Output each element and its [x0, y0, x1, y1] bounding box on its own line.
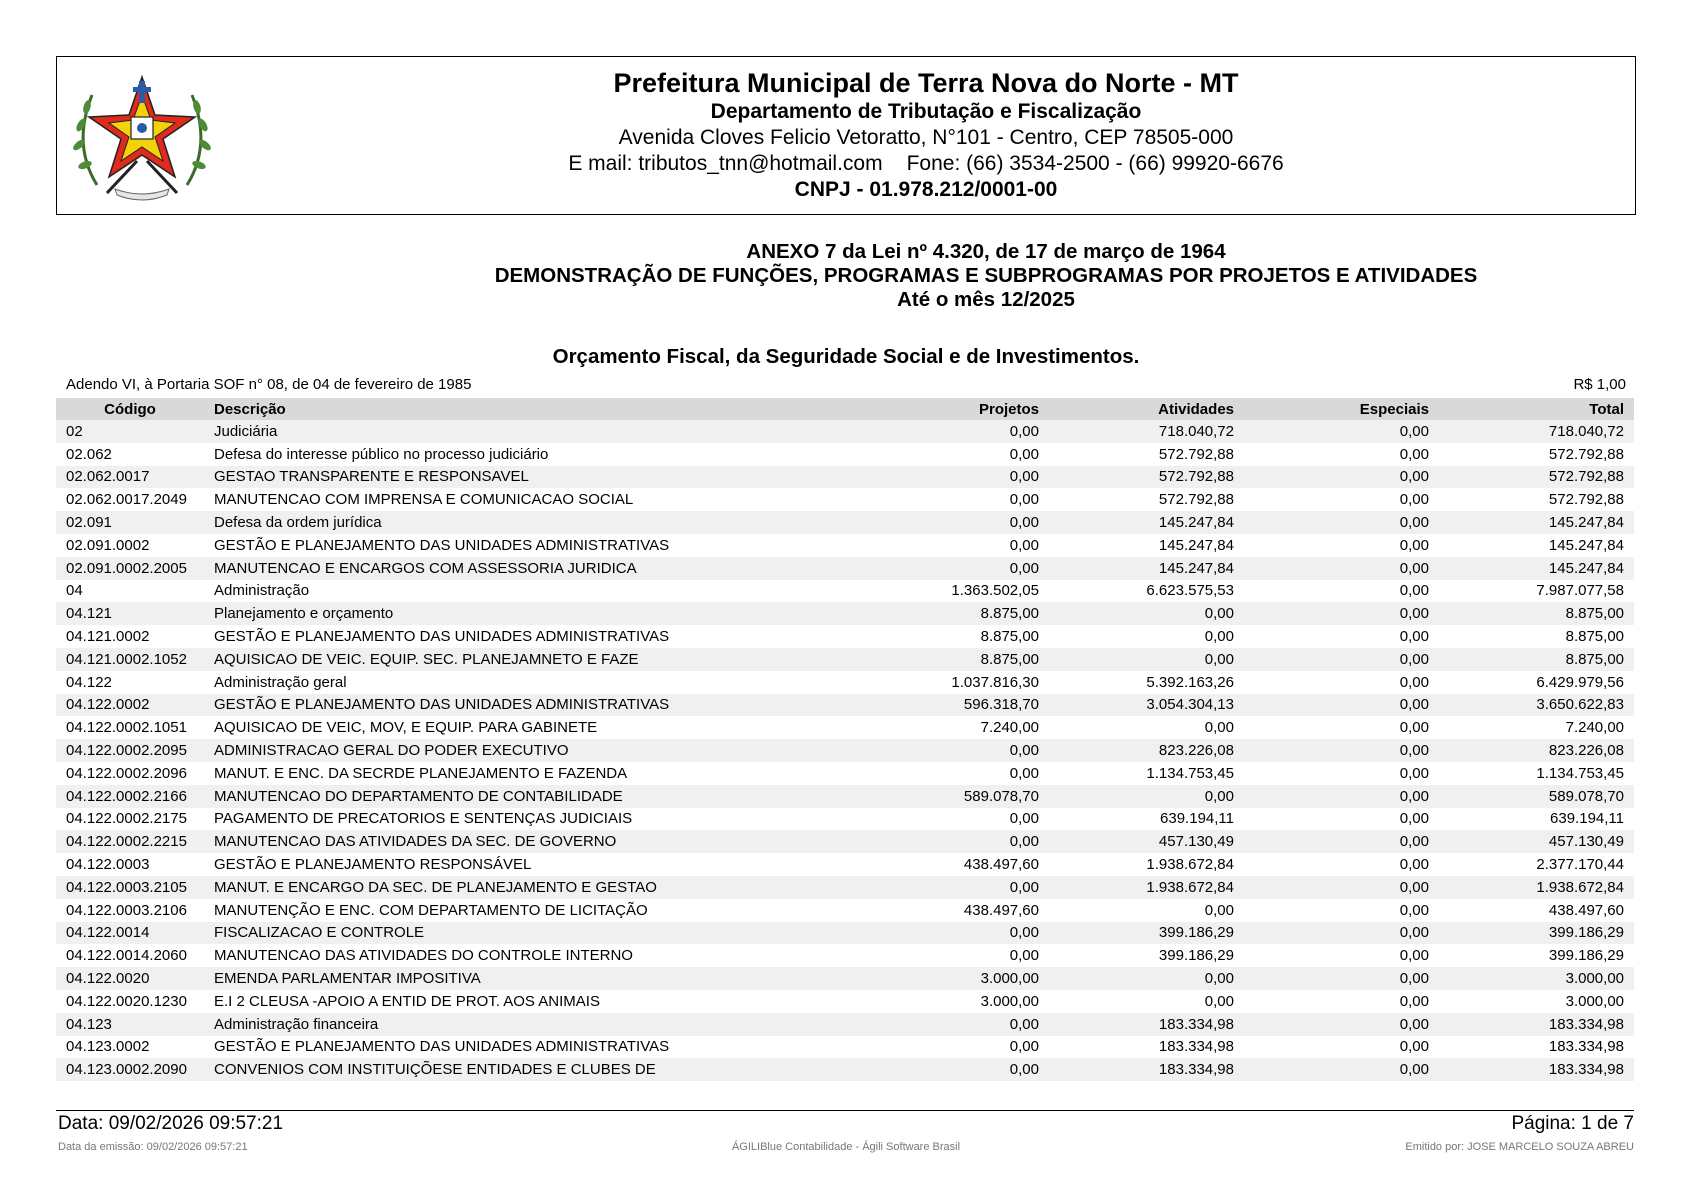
- cell-projetos: 0,00: [869, 1013, 1049, 1036]
- cell-atividades: 718.040,72: [1049, 420, 1244, 443]
- cell-total: 3.650.622,83: [1439, 694, 1634, 717]
- currency-unit: R$ 1,00: [1573, 376, 1626, 393]
- cell-descricao: GESTAO TRANSPARENTE E RESPONSAVEL: [204, 466, 869, 489]
- cell-especiais: 0,00: [1244, 739, 1439, 762]
- cell-codigo: 02.062: [66, 445, 112, 463]
- cell-projetos: 0,00: [1009, 764, 1039, 782]
- table-row: [56, 1036, 1634, 1059]
- cell-atividades: 3.054.304,13: [1049, 694, 1244, 717]
- cell-descricao: Defesa da ordem jurídica: [204, 511, 869, 534]
- footer-main: [58, 1113, 1634, 1135]
- cell-projetos: 596.318,70: [869, 694, 1049, 717]
- cell-especiais: 0,00: [1399, 764, 1429, 782]
- cell-atividades: 183.334,98: [1049, 1013, 1244, 1036]
- table-row: [56, 694, 1634, 717]
- table-row: [56, 602, 1634, 625]
- report-title-line1: ANEXO 7 da Lei nº 4.320, de 17 de março de 1964: [746, 240, 1226, 263]
- cell-codigo: 04.122.0003.2105: [56, 876, 204, 899]
- cell-atividades: 0,00: [1049, 967, 1244, 990]
- cell-total: 438.497,60: [1548, 901, 1624, 919]
- table-header-row: [56, 398, 1634, 420]
- cell-total: 399.186,29: [1439, 922, 1634, 945]
- table-row: [56, 1058, 1634, 1081]
- table-row: [56, 808, 1634, 831]
- cell-especiais: 0,00: [1244, 922, 1439, 945]
- table-row: [56, 830, 1634, 853]
- cell-codigo: 04.122: [66, 673, 112, 691]
- cell-codigo: 04.122.0002.2095: [56, 739, 204, 762]
- table-row: [56, 443, 1634, 466]
- cell-codigo: 04.122.0003.2106: [66, 901, 187, 919]
- cell-projetos: 0,00: [1009, 536, 1039, 554]
- cell-projetos: 1.037.816,30: [951, 673, 1039, 691]
- table-row: [56, 944, 1634, 967]
- cell-atividades: 399.186,29: [1049, 922, 1244, 945]
- cell-descricao: E.I 2 CLEUSA -APOIO A ENTID DE PROT. AOS ANIMAIS: [214, 992, 600, 1010]
- cell-descricao: AQUISICAO DE VEIC, MOV, E EQUIP. PARA GABINETE: [214, 719, 598, 737]
- cell-atividades: 0,00: [1049, 602, 1244, 625]
- cell-descricao: MANUTENCAO DAS ATIVIDADES DO CONTROLE INTERNO: [214, 947, 633, 965]
- cell-atividades: 183.334,98: [1049, 1058, 1244, 1081]
- cell-projetos: 0,00: [1009, 445, 1039, 463]
- cell-projetos: 0,00: [869, 557, 1049, 580]
- cell-projetos: 0,00: [869, 739, 1049, 762]
- column-header-total: Total: [1439, 398, 1634, 420]
- cell-especiais: 0,00: [1399, 947, 1429, 965]
- cell-codigo: 04.121: [56, 602, 204, 625]
- header-department: Departamento de Tributação e Fiscalização: [710, 100, 1142, 123]
- cell-atividades: 639.194,11: [1160, 810, 1234, 828]
- cell-descricao: GESTÃO E PLANEJAMENTO RESPONSÁVEL: [214, 856, 532, 874]
- cell-projetos: 0,00: [869, 466, 1049, 489]
- cell-projetos: 0,00: [869, 922, 1049, 945]
- cell-especiais: 0,00: [1399, 673, 1429, 691]
- cell-total: 183.334,98: [1548, 1038, 1624, 1056]
- cell-atividades: 0,00: [1204, 719, 1234, 737]
- table-row: [56, 716, 1634, 739]
- cell-descricao: MANUTENÇÃO E ENC. COM DEPARTAMENTO DE LICITAÇÃO: [214, 901, 648, 919]
- cell-codigo: 04.122.0014.2060: [66, 947, 187, 965]
- cell-especiais: 0,00: [1244, 967, 1439, 990]
- report-title-line3: Até o mês 12/2025: [897, 288, 1075, 311]
- table-row: [56, 488, 1634, 511]
- cell-codigo: 04.122.0003: [66, 856, 150, 874]
- cell-codigo: 04.122.0002.2166: [56, 785, 204, 808]
- cell-total: 572.792,88: [1548, 445, 1624, 463]
- cell-codigo: 02.091.0002.2005: [56, 557, 204, 580]
- cell-atividades: 5.392.163,26: [1146, 673, 1234, 691]
- table-row: [56, 785, 1634, 808]
- cell-descricao: Defesa do interesse público no processo judiciário: [214, 445, 549, 463]
- cell-descricao: MANUTENCAO DAS ATIVIDADES DA SEC. DE GOVERNO: [204, 830, 869, 853]
- table-row: [56, 466, 1634, 489]
- cell-total: 572.792,88: [1548, 491, 1624, 509]
- cell-descricao: MANUTENCAO E ENCARGOS COM ASSESSORIA JURIDICA: [204, 557, 869, 580]
- cell-total: 399.186,29: [1548, 947, 1624, 965]
- cell-total: 3.000,00: [1565, 992, 1624, 1010]
- cell-atividades: 145.247,84: [1049, 557, 1244, 580]
- cell-codigo: 04.122.0014: [56, 922, 204, 945]
- table-row: [56, 648, 1634, 671]
- cell-codigo: 04.122.0020.1230: [66, 992, 187, 1010]
- cell-descricao: AQUISICAO DE VEIC. EQUIP. SEC. PLANEJAMNETO E FAZE: [204, 648, 869, 671]
- header-email: E mail: tributos_tnn@hotmail.com: [568, 152, 883, 175]
- cell-atividades: 0,00: [1049, 785, 1244, 808]
- cell-codigo: 02.062.0017: [56, 466, 204, 489]
- table-row: [56, 420, 1634, 443]
- cell-projetos: 589.078,70: [869, 785, 1049, 808]
- column-header-codigo: Código: [56, 398, 204, 420]
- column-header-projetos: Projetos: [869, 398, 1049, 420]
- cell-atividades: 399.186,29: [1158, 947, 1234, 965]
- table-row: [56, 876, 1634, 899]
- table-row: [56, 580, 1634, 603]
- cell-especiais: 0,00: [1399, 901, 1429, 919]
- column-header-atividades: Atividades: [1049, 398, 1244, 420]
- cell-especiais: 0,00: [1244, 830, 1439, 853]
- cell-total: 1.938.672,84: [1439, 876, 1634, 899]
- cell-codigo: 04.123.0002.2090: [56, 1058, 204, 1081]
- column-header-descricao: Descrição: [204, 398, 869, 420]
- cell-codigo: 04: [66, 582, 83, 600]
- cell-codigo: 04.122.0002.2215: [56, 830, 204, 853]
- cell-descricao: PAGAMENTO DE PRECATORIOS E SENTENÇAS JUDICIAIS: [214, 810, 633, 828]
- header-phone: Fone: (66) 3534-2500 - (66) 99920-6676: [906, 152, 1284, 175]
- cell-atividades: 0,00: [1204, 628, 1234, 646]
- cell-projetos: 0,00: [1009, 491, 1039, 509]
- cell-projetos: 7.240,00: [980, 719, 1039, 737]
- cell-especiais: 0,00: [1244, 420, 1439, 443]
- cell-especiais: 0,00: [1399, 536, 1429, 554]
- cell-descricao: GESTÃO E PLANEJAMENTO DAS UNIDADES ADMINISTRATIVAS: [214, 1038, 670, 1056]
- cell-atividades: 0,00: [1204, 992, 1234, 1010]
- cell-codigo: 04.122.0002.2175: [66, 810, 187, 828]
- cell-atividades: 1.134.753,45: [1146, 764, 1234, 782]
- cell-especiais: 0,00: [1399, 856, 1429, 874]
- cell-descricao: Planejamento e orçamento: [204, 602, 869, 625]
- cell-projetos: 3.000,00: [869, 967, 1049, 990]
- header-address: Avenida Cloves Felicio Vetoratto, N°101 - Centro, CEP 78505-000: [618, 126, 1234, 149]
- table-row: [56, 671, 1634, 694]
- cell-codigo: 04.122.0002: [56, 694, 204, 717]
- cell-especiais: 0,00: [1399, 445, 1429, 463]
- cell-atividades: 0,00: [1049, 648, 1244, 671]
- cell-total: 145.247,84: [1548, 536, 1624, 554]
- cell-total: 183.334,98: [1439, 1013, 1634, 1036]
- cell-atividades: 572.792,88: [1158, 445, 1234, 463]
- cell-especiais: 0,00: [1244, 648, 1439, 671]
- cell-total: 639.194,11: [1550, 810, 1624, 828]
- cell-total: 183.334,98: [1439, 1058, 1634, 1081]
- header-contact: [217, 151, 1635, 177]
- cell-atividades: 6.623.575,53: [1146, 582, 1234, 600]
- cell-total: 145.247,84: [1439, 511, 1634, 534]
- table-row: [56, 1013, 1634, 1036]
- table-row: [56, 511, 1634, 534]
- cell-descricao: GESTÃO E PLANEJAMENTO DAS UNIDADES ADMINISTRATIVAS: [214, 628, 670, 646]
- cell-descricao: FISCALIZACAO E CONTROLE: [204, 922, 869, 945]
- table-row: [56, 853, 1634, 876]
- cell-total: 8.875,00: [1439, 648, 1634, 671]
- table-row: [56, 922, 1634, 945]
- cell-atividades: 823.226,08: [1049, 739, 1244, 762]
- cell-especiais: 0,00: [1244, 602, 1439, 625]
- cell-total: 7.987.077,58: [1536, 582, 1624, 600]
- cell-atividades: 572.792,88: [1158, 491, 1234, 509]
- cell-especiais: 0,00: [1244, 466, 1439, 489]
- cell-total: 6.429.979,56: [1536, 673, 1624, 691]
- cell-especiais: 0,00: [1244, 511, 1439, 534]
- budget-table: [56, 398, 1634, 1081]
- cell-especiais: 0,00: [1244, 694, 1439, 717]
- cell-descricao: Administração geral: [214, 673, 347, 691]
- cell-projetos: 1.363.502,05: [951, 582, 1039, 600]
- cell-especiais: 0,00: [1244, 876, 1439, 899]
- cell-especiais: 0,00: [1399, 1038, 1429, 1056]
- table-row: [56, 762, 1634, 785]
- cell-projetos: 8.875,00: [980, 628, 1039, 646]
- cell-codigo: 04.121.0002: [66, 628, 150, 646]
- cell-projetos: 0,00: [1009, 1038, 1039, 1056]
- cell-projetos: 0,00: [1009, 810, 1039, 828]
- cell-projetos: 3.000,00: [980, 992, 1039, 1010]
- cell-total: 3.000,00: [1439, 967, 1634, 990]
- cell-especiais: 0,00: [1399, 582, 1429, 600]
- footer-emission: Data da emissão: 09/02/2026 09:57:21: [58, 1141, 248, 1153]
- cell-descricao: Judiciária: [204, 420, 869, 443]
- report-reference: Adendo VI, à Portaria SOF n° 08, de 04 de fevereiro de 1985: [66, 376, 472, 393]
- cell-projetos: 0,00: [869, 1058, 1049, 1081]
- header-box: [56, 56, 1636, 215]
- table-row: [56, 625, 1634, 648]
- cell-total: 589.078,70: [1439, 785, 1634, 808]
- cell-atividades: 457.130,49: [1049, 830, 1244, 853]
- cell-total: 1.134.753,45: [1536, 764, 1624, 782]
- cell-atividades: 1.938.672,84: [1049, 876, 1244, 899]
- report-title-line2: DEMONSTRAÇÃO DE FUNÇÕES, PROGRAMAS E SUBPROGRAMAS POR PROJETOS E ATIVIDADES: [494, 264, 1478, 287]
- cell-descricao: ADMINISTRACAO GERAL DO PODER EXECUTIVO: [204, 739, 869, 762]
- cell-atividades: 145.247,84: [1049, 511, 1244, 534]
- cell-total: 8.875,00: [1439, 602, 1634, 625]
- column-header-especiais: Especiais: [1244, 398, 1439, 420]
- cell-atividades: 0,00: [1204, 901, 1234, 919]
- cell-total: 823.226,08: [1439, 739, 1634, 762]
- cell-codigo: 04.121.0002.1052: [56, 648, 204, 671]
- cell-especiais: 0,00: [1244, 1013, 1439, 1036]
- footer-issued-by: Emitido por: JOSE MARCELO SOUZA ABREU: [1405, 1141, 1634, 1153]
- report-subtitle: Orçamento Fiscal, da Seguridade Social e de Investimentos.: [552, 345, 1140, 368]
- table-row: [56, 967, 1634, 990]
- cell-codigo: 02.091: [56, 511, 204, 534]
- cell-total: 572.792,88: [1439, 466, 1634, 489]
- cell-total: 145.247,84: [1439, 557, 1634, 580]
- cell-codigo: 02: [56, 420, 204, 443]
- meta-row: [66, 376, 1626, 393]
- cell-projetos: 0,00: [869, 876, 1049, 899]
- cell-projetos: 0,00: [869, 511, 1049, 534]
- cell-especiais: 0,00: [1399, 628, 1429, 646]
- cell-codigo: 04.123: [56, 1013, 204, 1036]
- cell-descricao: Administração: [214, 582, 310, 600]
- cell-total: 8.875,00: [1565, 628, 1624, 646]
- report-title: [56, 240, 1636, 312]
- cell-projetos: 438.497,60: [963, 856, 1039, 874]
- footer-software: ÁGILIBlue Contabilidade - Ágili Software Brasil: [731, 1141, 961, 1153]
- cell-codigo: 04.122.0020: [56, 967, 204, 990]
- header-title: Prefeitura Municipal de Terra Nova do Norte - MT: [613, 68, 1239, 98]
- footer-small: [58, 1141, 1634, 1153]
- table-row: [56, 557, 1634, 580]
- table-row: [56, 990, 1634, 1013]
- cell-total: 2.377.170,44: [1536, 856, 1624, 874]
- cell-projetos: 8.875,00: [869, 648, 1049, 671]
- cell-projetos: 0,00: [1009, 947, 1039, 965]
- cell-codigo: 04.123.0002: [66, 1038, 150, 1056]
- cell-especiais: 0,00: [1244, 785, 1439, 808]
- cell-projetos: 438.497,60: [963, 901, 1039, 919]
- cell-total: 7.240,00: [1565, 719, 1624, 737]
- cell-projetos: 8.875,00: [869, 602, 1049, 625]
- cell-especiais: 0,00: [1244, 1058, 1439, 1081]
- cell-codigo: 02.091.0002: [66, 536, 150, 554]
- cell-codigo: 04.122.0002.2096: [66, 764, 187, 782]
- table-row: [56, 739, 1634, 762]
- cell-descricao: MANUT. E ENCARGO DA SEC. DE PLANEJAMENTO E GESTAO: [204, 876, 869, 899]
- cell-descricao: MANUT. E ENC. DA SECRDE PLANEJAMENTO E FAZENDA: [214, 764, 628, 782]
- cell-especiais: 0,00: [1399, 810, 1429, 828]
- cell-atividades: 1.938.672,84: [1146, 856, 1234, 874]
- cell-atividades: 145.247,84: [1158, 536, 1234, 554]
- cell-descricao: MANUTENCAO COM IMPRENSA E COMUNICACAO SOCIAL: [214, 491, 634, 509]
- cell-total: 718.040,72: [1439, 420, 1634, 443]
- footer-date: Data: 09/02/2026 09:57:21: [58, 1113, 284, 1134]
- cell-descricao: GESTÃO E PLANEJAMENTO DAS UNIDADES ADMINISTRATIVAS: [214, 536, 670, 554]
- header-cnpj: CNPJ - 01.978.212/0001-00: [794, 178, 1058, 201]
- cell-descricao: CONVENIOS COM INSTITUIÇÕESE ENTIDADES E CLUBES DE: [204, 1058, 869, 1081]
- cell-descricao: EMENDA PARLAMENTAR IMPOSITIVA: [204, 967, 869, 990]
- cell-especiais: 0,00: [1399, 491, 1429, 509]
- cell-especiais: 0,00: [1399, 719, 1429, 737]
- footer-divider: [56, 1110, 1634, 1111]
- footer-page: Página: 1 de 7: [1511, 1113, 1634, 1134]
- cell-descricao: MANUTENCAO DO DEPARTAMENTO DE CONTABILIDADE: [204, 785, 869, 808]
- table-row: [56, 899, 1634, 922]
- cell-descricao: Administração financeira: [204, 1013, 869, 1036]
- cell-especiais: 0,00: [1244, 557, 1439, 580]
- cell-especiais: 0,00: [1399, 992, 1429, 1010]
- cell-atividades: 183.334,98: [1158, 1038, 1234, 1056]
- table-row: [56, 534, 1634, 557]
- table-body: [56, 420, 1634, 1081]
- cell-descricao: GESTÃO E PLANEJAMENTO DAS UNIDADES ADMINISTRATIVAS: [204, 694, 869, 717]
- cell-total: 457.130,49: [1439, 830, 1634, 853]
- cell-projetos: 0,00: [869, 830, 1049, 853]
- cell-atividades: 572.792,88: [1049, 466, 1244, 489]
- cell-projetos: 0,00: [869, 420, 1049, 443]
- cell-codigo: 04.122.0002.1051: [66, 719, 187, 737]
- cell-codigo: 02.062.0017.2049: [66, 491, 187, 509]
